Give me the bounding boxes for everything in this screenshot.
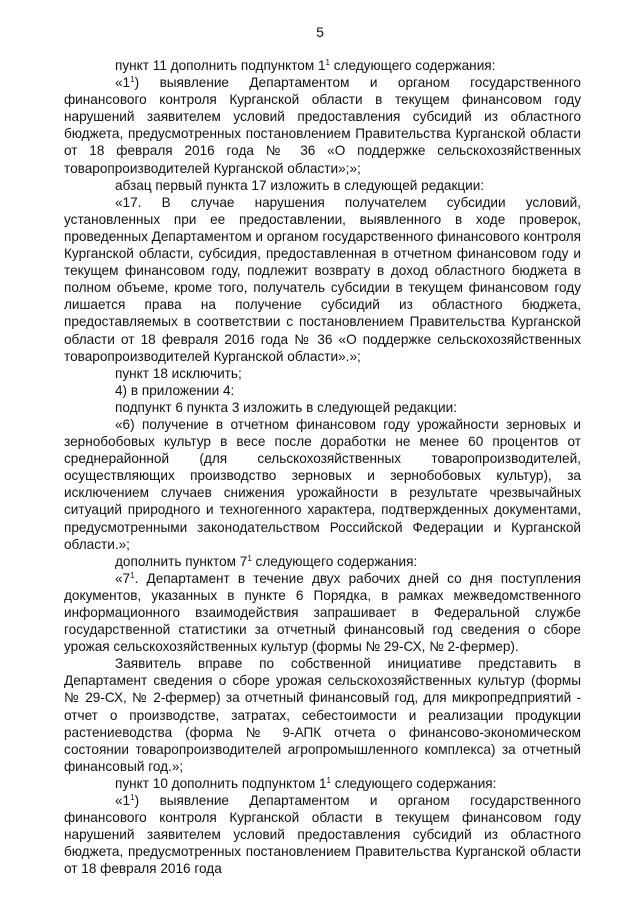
paragraph-8: «6) получение в отчетном финансовом году урожайности зерновых и зернобобовых культур в весе после доработки не менее 60 процентов от среднерайонной (для сельскохозяйственных товаропроизводителей, осуществляющих производство зерновых и зернобобовых культур), за исключением случаев снижения урожайности в результате чрезвычайных ситуаций природного и техногенного характера, подтвержденных документами, предусмотренными законодательством Российской Федерации и Курганской области.»; xyxy=(64,416,581,552)
paragraph-5: пункт 18 исключить; xyxy=(115,365,242,381)
page-number: 5 xyxy=(316,24,324,40)
paragraph-7: подпункт 6 пункта 3 изложить в следующей редакции: xyxy=(115,399,457,415)
paragraph-13: «$1^1$) выявление Департаментом и органом государственного финансового контроля Курганской области в текущем финансовом году нарушений заявителем условий предоставления субсидий из областного бюджета, предусмотренных постановлением Правительства Курганской области от 18 февраля 2016 года xyxy=(64,793,581,877)
paragraph-11: Заявитель вправе по собственной инициативе представить в Департамент сведения о сборе урожая сельскохозяйственных культур (формы № 29-СХ, № 2-фермер) за отчетный финансовый год, для микропредприятий - отчет о производстве, затратах, себестоимости и реализации продукции растениеводства (форма № 9-АПК отчета о финансово-экономическом состоянии товаропроизводителей агропромышленного комплекса) за отчетный финансовый год.»; xyxy=(64,656,581,774)
paragraph-6: 4) в приложении 4: xyxy=(115,382,235,398)
paragraph-1: пункт 11 дополнить подпунктом $1^1$ следующего содержания: xyxy=(115,58,496,73)
paragraph-4: «17. В случае нарушения получателем субсидии условий, установленных при ее предоставлении, выявленного в ходе проверок, проведенных Департаментом и органом государственного финансового контроля Курганской области, субсидия, предоставленная в отчетном финансовом году и текущем финансовом году, подлежит возврату в доход областного бюджета в полном объеме, кроме того, получатель субсидии в текущем финансовом году лишается права на получение субсидий из областного бюджета, предоставляемых в соответствии с постановлением Правительства Курганской области от 18 февраля 2016 года № 36 «О поддержке сельскохозяйственных товаропроизводителей Курганской области».»; xyxy=(64,194,581,364)
paragraph-12: пункт 10 дополнить подпунктом $1^1$ следующего содержания: xyxy=(115,775,497,791)
paragraph-3: абзац первый пункта 17 изложить в следующей редакции: xyxy=(115,177,485,193)
document-body xyxy=(64,57,581,878)
paragraph-10: «$7^1$. Департамент в течение двух рабочих дней со дня поступления документов, указанных в пункте 6 Порядка, в рамках межведомственного информационного взаимодействия запрашивает в Федеральной службе государственной статистики за отчетный финансовый год сведения о сборе урожая сельскохозяйственных культур (формы № 29-СХ, № 2-фермер). xyxy=(64,570,581,655)
paragraph-9: дополнить пунктом $7^1$ следующего содержания: xyxy=(115,553,418,569)
paragraph-2: «$1^1$) выявление Департаментом и органом государственного финансового контроля Курганской области в текущем финансовом году нарушений заявителем условий предоставления субсидий из областного бюджета, предусмотренных постановлением Правительства Курганской области от 18 февраля 2016 года № 36 «О поддержке сельскохозяйственных товаропроизводителей Курганской области»;»; xyxy=(64,75,581,176)
